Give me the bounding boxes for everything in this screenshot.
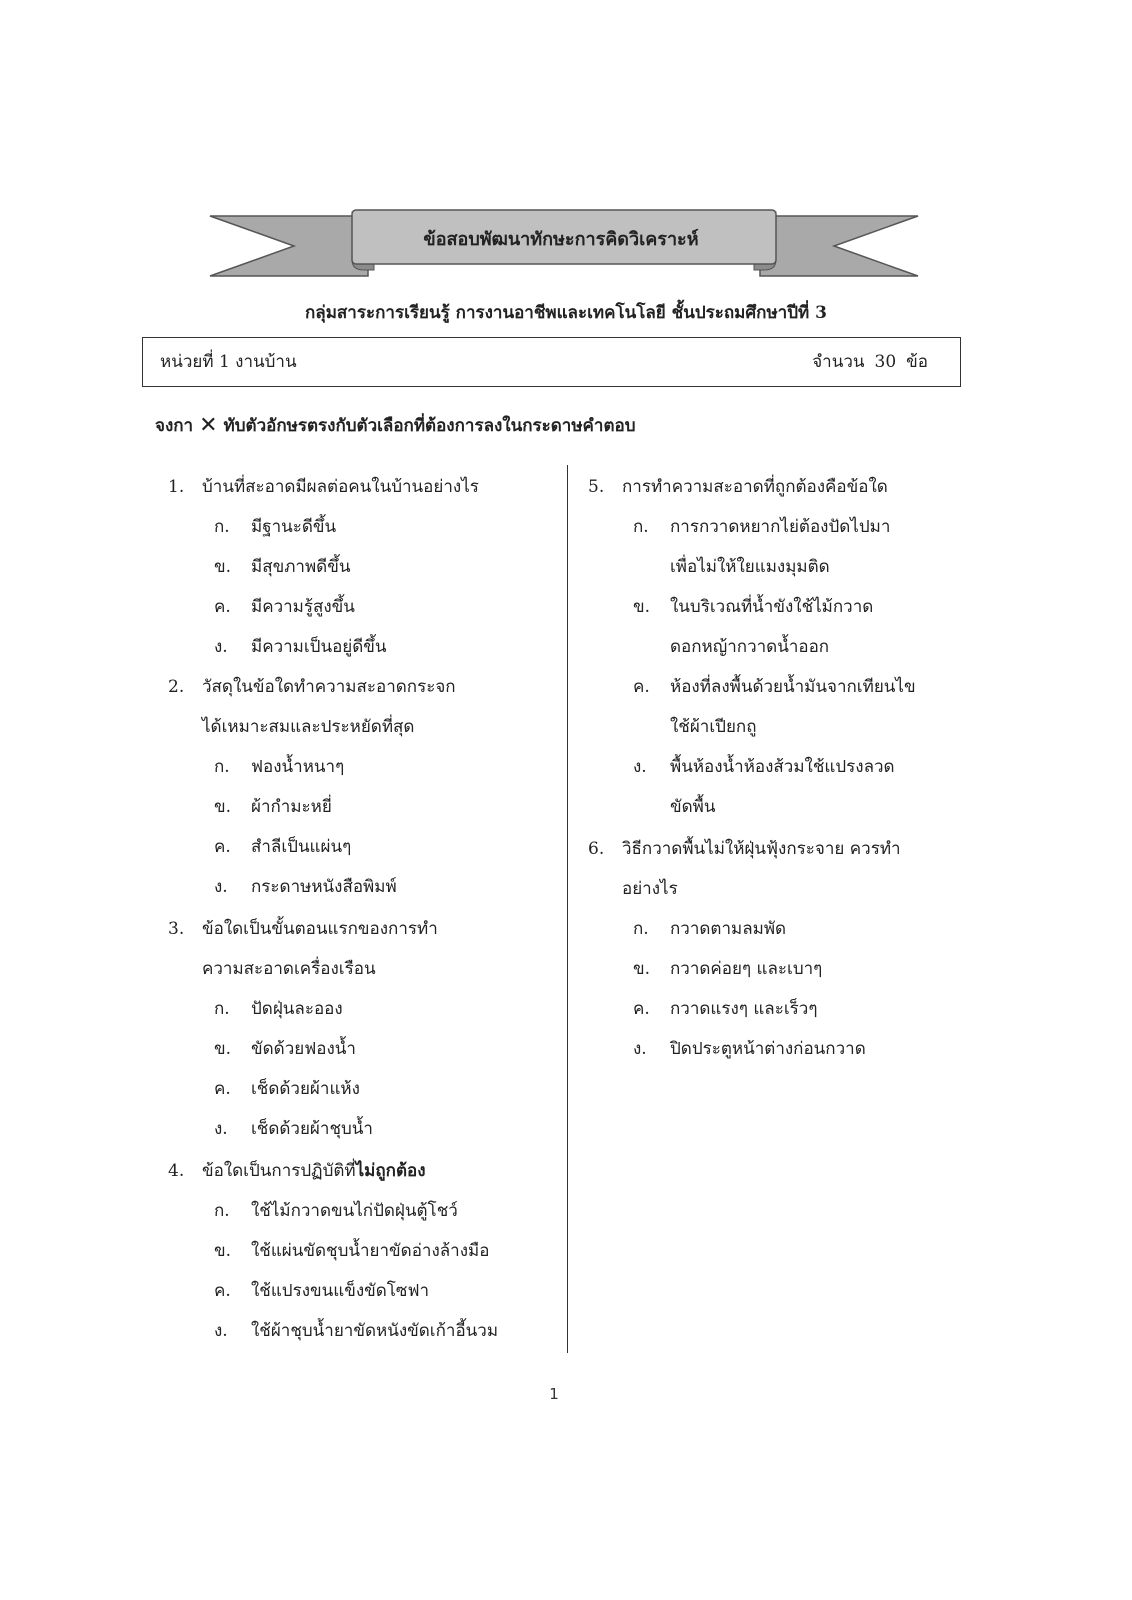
count-value: 30 bbox=[874, 352, 897, 372]
option-letter: ก. bbox=[633, 919, 649, 939]
question-number: 2. bbox=[168, 677, 185, 697]
option-text: ห้องที่ลงพื้นด้วยน้ำมันจากเทียนไข bbox=[670, 677, 916, 697]
option-letter: ง. bbox=[214, 1321, 228, 1341]
option-text: กวาดค่อยๆ และเบาๆ bbox=[670, 959, 823, 979]
option-text: มีความรู้สูงขึ้น bbox=[251, 597, 355, 617]
option-text: ในบริเวณที่น้ำขังใช้ไม้กวาด bbox=[670, 597, 874, 617]
question-number: 4. bbox=[168, 1161, 185, 1181]
question-text-line-2: ความสะอาดเครื่องเรือน bbox=[202, 959, 376, 979]
question-count bbox=[812, 349, 928, 375]
column-divider bbox=[567, 465, 568, 1353]
instruction-prefix: จงกา bbox=[155, 416, 194, 436]
option-letter: ข. bbox=[214, 557, 232, 577]
unit-label: หน่วยที่ 1 งานบ้าน bbox=[160, 352, 297, 372]
option-letter: ข. bbox=[214, 797, 232, 817]
exam-title: ข้อสอบพัฒนาทักษะการคิดวิเคราะห์ bbox=[423, 229, 699, 250]
question-text: บ้านที่สะอาดมีผลต่อคนในบ้านอย่างไร bbox=[202, 477, 479, 497]
question-text-line-2: ได้เหมาะสมและประหยัดที่สุด bbox=[202, 717, 415, 737]
question-text bbox=[202, 1151, 426, 1191]
option-letter: ง. bbox=[633, 1039, 647, 1059]
question-number: 5. bbox=[588, 477, 605, 497]
subject-heading: กลุ่มสาระการเรียนรู้ การงานอาชีพและเทคโนโลยี ชั้นประถมศึกษาปีที่ 3 bbox=[305, 303, 827, 323]
option-text: การกวาดหยากไย่ต้องปัดไปมา bbox=[670, 517, 891, 537]
option-text: ปิดประตูหน้าต่างก่อนกวาด bbox=[670, 1039, 866, 1059]
instruction-text: ทับตัวอักษรตรงกับตัวเลือกที่ต้องการลงในกระดาษคำตอบ bbox=[223, 416, 636, 436]
option-text: กวาดแรงๆ และเร็วๆ bbox=[670, 999, 818, 1019]
option-letter: ก. bbox=[214, 999, 230, 1019]
count-unit: ข้อ bbox=[906, 352, 928, 372]
instruction bbox=[155, 412, 636, 440]
option-letter: ข. bbox=[633, 597, 651, 617]
option-letter: ก. bbox=[214, 1201, 230, 1221]
option-letter: ง. bbox=[633, 757, 647, 777]
option-text-line-2: ขัดพื้น bbox=[670, 797, 716, 817]
question-number: 1. bbox=[168, 477, 185, 497]
question-text-line-2: อย่างไร bbox=[622, 879, 678, 899]
option-letter: ข. bbox=[633, 959, 651, 979]
question-text: ข้อใดเป็นขั้นตอนแรกของการทำ bbox=[202, 919, 438, 939]
option-text: เช็ดด้วยผ้าแห้ง bbox=[251, 1079, 360, 1099]
option-letter: ก. bbox=[214, 517, 230, 537]
option-letter: ค. bbox=[633, 677, 650, 697]
option-text-line-2: ดอกหญ้ากวาดน้ำออก bbox=[670, 637, 830, 657]
cross-mark-icon: ✕ bbox=[199, 413, 218, 438]
option-text: ขัดด้วยฟองน้ำ bbox=[251, 1039, 356, 1059]
option-letter: ง. bbox=[214, 877, 228, 897]
option-letter: ก. bbox=[214, 757, 230, 777]
question-text: การทำความสะอาดที่ถูกต้องคือข้อใด bbox=[622, 477, 888, 497]
option-letter: ค. bbox=[214, 1281, 231, 1301]
page-number: 1 bbox=[549, 1385, 559, 1403]
option-letter: ง. bbox=[214, 637, 228, 657]
option-text: ใช้แปรงขนแข็งขัดโซฟา bbox=[251, 1281, 430, 1301]
option-letter: ข. bbox=[214, 1039, 232, 1059]
option-letter: ค. bbox=[633, 999, 650, 1019]
option-text: ใช้แผ่นขัดชุบน้ำยาขัดอ่างล้างมือ bbox=[251, 1241, 490, 1261]
option-letter: ก. bbox=[633, 517, 649, 537]
option-text: ใช้ผ้าชุบน้ำยาขัดหนังขัดเก้าอี้นวม bbox=[251, 1321, 499, 1341]
option-text: กวาดตามลมพัด bbox=[670, 919, 787, 939]
option-text: มีความเป็นอยู่ดีขึ้น bbox=[251, 637, 387, 657]
option-text: เช็ดด้วยผ้าชุบน้ำ bbox=[251, 1119, 373, 1139]
option-text: ผ้ากำมะหยี่ bbox=[251, 797, 332, 817]
option-text: ใช้ไม้กวาดขนไก่ปัดฝุ่นตู้โชว์ bbox=[251, 1201, 458, 1221]
question-number: 6. bbox=[588, 839, 605, 859]
count-label: จำนวน bbox=[812, 352, 865, 372]
option-letter: ค. bbox=[214, 597, 231, 617]
option-text: พื้นห้องน้ำห้องส้วมใช้แปรงลวด bbox=[670, 757, 895, 777]
question-text: วิธีกวาดพื้นไม่ให้ฝุ่นฟุ้งกระจาย ควรทำ bbox=[622, 839, 901, 859]
negation-emphasis: ไม่ถูกต้อง bbox=[355, 1161, 426, 1181]
option-text-line-2: ใช้ผ้าเปียกถู bbox=[670, 717, 757, 737]
option-text: ฟองน้ำหนาๆ bbox=[251, 757, 345, 777]
question-text: วัสดุในข้อใดทำความสะอาดกระจก bbox=[202, 677, 456, 697]
option-text: กระดาษหนังสือพิมพ์ bbox=[251, 877, 397, 897]
option-text: สำลีเป็นแผ่นๆ bbox=[251, 837, 352, 857]
option-letter: ค. bbox=[214, 1079, 231, 1099]
option-text: มีฐานะดีขึ้น bbox=[251, 517, 337, 537]
question-text-start: ข้อใดเป็นการปฏิบัติที่ bbox=[202, 1161, 356, 1181]
option-letter: ง. bbox=[214, 1119, 228, 1139]
option-text: ปัดฝุ่นละออง bbox=[251, 999, 343, 1019]
option-letter: ข. bbox=[214, 1241, 232, 1261]
option-text-line-2: เพื่อไม่ให้ใยแมงมุมติด bbox=[670, 557, 830, 577]
option-letter: ค. bbox=[214, 837, 231, 857]
option-text: มีสุขภาพดีขึ้น bbox=[251, 557, 351, 577]
question-number: 3. bbox=[168, 919, 185, 939]
unit-box bbox=[142, 337, 961, 387]
